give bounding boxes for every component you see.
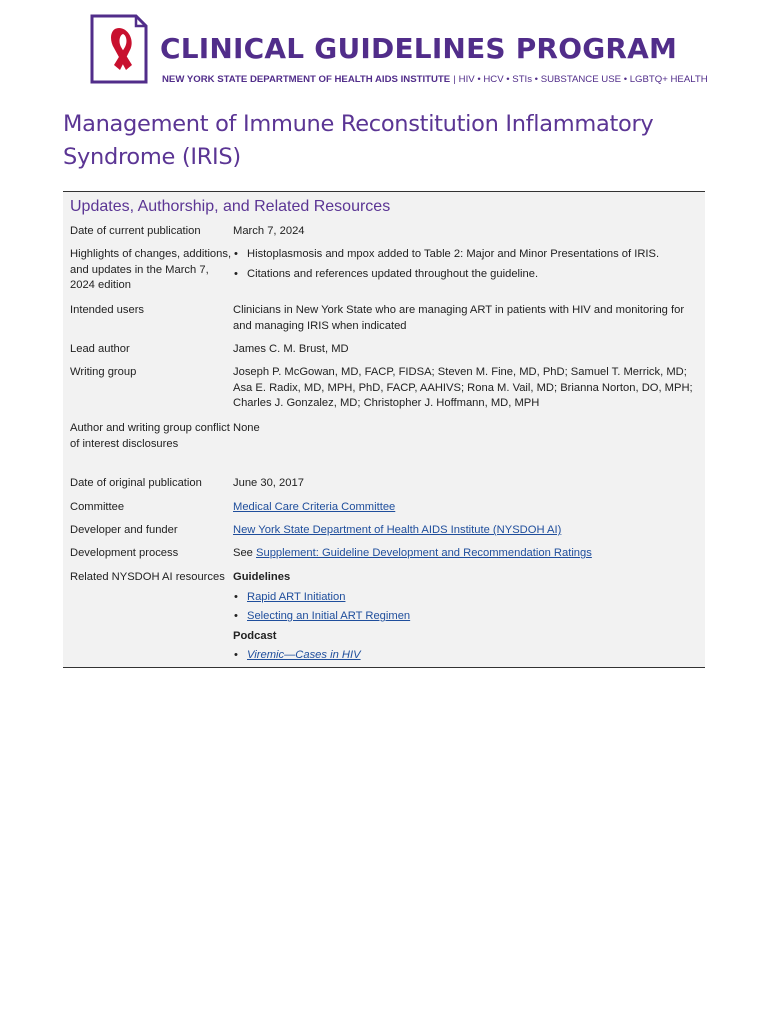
program-subtitle	[162, 74, 708, 85]
list-item	[233, 590, 699, 606]
row-label: Committee	[70, 501, 125, 513]
row-developer-funder	[63, 523, 705, 546]
row-value: James C. M. Brust, MD	[233, 343, 349, 355]
guidelines-list	[233, 590, 699, 625]
see-prefix: See	[233, 547, 253, 559]
row-label: Related NYSDOH AI resources	[70, 571, 225, 583]
row-development-process	[63, 546, 705, 570]
row-conflict-of-interest	[63, 421, 705, 476]
developer-link[interactable]: New York State Department of Health AIDS Institute (NYSDOH AI)	[233, 524, 562, 536]
initial-art-regimen-link[interactable]: Selecting an Initial ART Regimen	[247, 610, 411, 623]
program-title: CLINICAL GUIDELINES PROGRAM	[160, 32, 678, 65]
row-value: Joseph P. McGowan, MD, FACP, FIDSA; Steven M. Fine, MD, PhD; Samuel T. Merrick, MD; Asa E. Radix, MD, MPH, PhD, FACP, AAHIVS; Rona M. Vail, MD; Brianna Norton, DO, MPH; Charles J. Gonzalez, MD; Christopher J. Hoffmann, MD, MPH	[233, 366, 693, 410]
program-topics: HIV • HCV • STIs • SUBSTANCE USE • LGBTQ+ HEALTH	[458, 74, 708, 85]
row-value	[233, 546, 699, 570]
department-name: NEW YORK STATE DEPARTMENT OF HEALTH AIDS INSTITUTE	[162, 74, 451, 85]
row-value	[233, 247, 699, 303]
updates-authorship-table	[63, 191, 705, 668]
header-separator: |	[453, 74, 456, 85]
row-value: Clinicians in New York State who are managing ART in patients with HIV and monitoring for and managing IRIS when indicated	[233, 304, 685, 332]
row-highlights	[63, 247, 705, 303]
section-heading: Updates, Authorship, and Related Resources	[70, 198, 391, 215]
committee-link[interactable]: Medical Care Criteria Committee	[233, 501, 396, 513]
viremic-podcast-link[interactable]: Viremic—Cases in HIV	[247, 649, 361, 662]
list-item: • Histoplasmosis and mpox added to Table 2: Major and Minor Presentations of IRIS.	[233, 247, 699, 263]
row-current-publication	[63, 224, 705, 247]
list-item: • Citations and references updated throughout the guideline.	[233, 267, 699, 283]
row-label: Date of original publication	[70, 477, 202, 489]
document-title: Management of Immune Reconstitution Inflammatory Syndrome (IRIS)	[63, 111, 654, 170]
list-item	[233, 648, 699, 664]
row-committee	[63, 500, 705, 523]
row-label: Writing group	[70, 366, 137, 378]
highlights-list	[233, 247, 699, 282]
row-value	[233, 500, 699, 523]
ribbon-logo-icon	[90, 14, 148, 84]
row-value	[233, 570, 699, 667]
row-value	[233, 523, 699, 546]
row-label: Developer and funder	[70, 524, 178, 536]
row-label: Highlights of changes, additions, and updates in the March 7, 2024 edition	[70, 248, 232, 292]
row-label: Development process	[70, 547, 179, 559]
row-original-publication	[63, 476, 705, 500]
row-label: Lead author	[70, 343, 130, 355]
podcast-list	[233, 648, 699, 664]
row-lead-author	[63, 342, 705, 365]
row-related-resources	[63, 570, 705, 667]
row-label: Date of current publication	[70, 225, 201, 237]
supplement-link[interactable]: Supplement: Guideline Development and Recommendation Ratings	[256, 547, 592, 559]
podcast-heading: Podcast	[233, 629, 277, 642]
row-value: March 7, 2024	[233, 225, 305, 237]
row-value: June 30, 2017	[233, 477, 304, 489]
list-item	[233, 609, 699, 625]
rapid-art-link[interactable]: Rapid ART Initiation	[247, 590, 346, 603]
row-writing-group	[63, 365, 705, 421]
row-label: Intended users	[70, 304, 145, 316]
program-header	[90, 14, 708, 88]
guidelines-heading: Guidelines	[233, 571, 291, 583]
row-value: None	[233, 422, 260, 434]
row-intended-users	[63, 303, 705, 342]
row-label: Author and writing group conflict of interest disclosures	[70, 422, 230, 450]
